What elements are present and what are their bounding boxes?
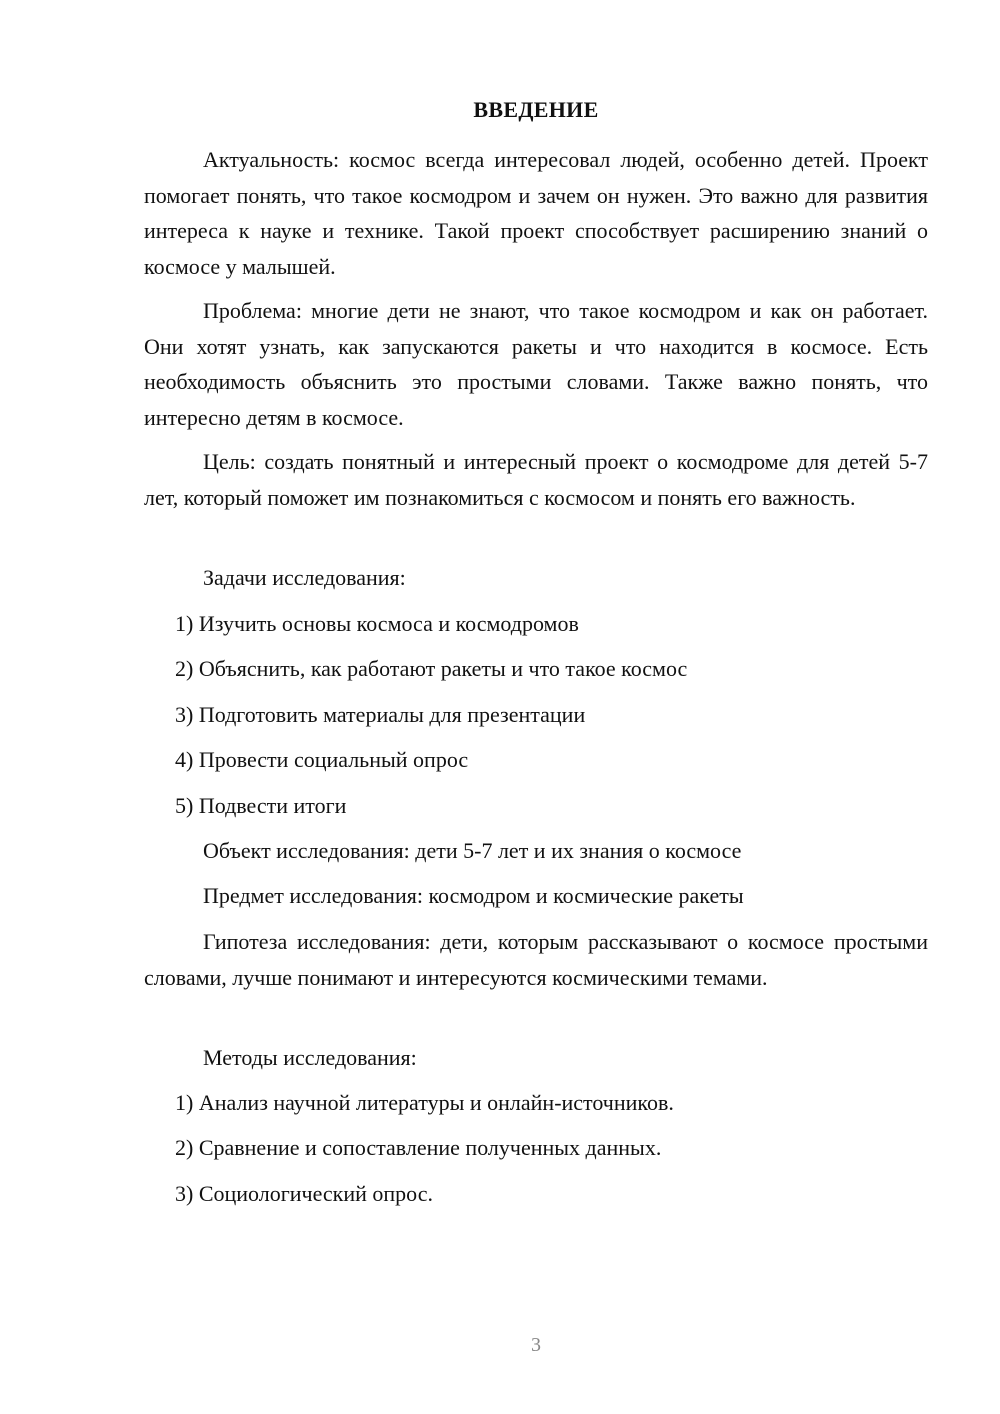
page-title: ВВЕДЕНИЕ — [473, 97, 599, 122]
task-item-4: 4) Провести социальный опрос — [175, 747, 469, 772]
page-number: 3 — [531, 1334, 541, 1356]
task-item-1: 1) Изучить основы космоса и космодромов — [175, 611, 579, 636]
subject-line: Предмет исследования: космодром и космические ракеты — [203, 883, 744, 908]
method-item-2: 2) Сравнение и сопоставление полученных данных. — [175, 1135, 662, 1160]
task-item-3: 3) Подготовить материалы для презентации — [175, 702, 586, 727]
goal-paragraph: Цель: создать понятный и интересный проект о космодроме для детей 5-7 лет, который поможет им познакомиться с космосом и понять его важность. — [144, 449, 928, 510]
hypothesis-paragraph: Гипотеза исследования: дети, которым рассказывают о космосе простыми словами, лучше понимают и интересуются космическими темами. — [144, 929, 928, 990]
task-item-2: 2) Объяснить, как работают ракеты и что такое космос — [175, 656, 688, 681]
problem-paragraph: Проблема: многие дети не знают, что такое космодром и как он работает. Они хотят узнать, как запускаются ракеты и что находится в космосе. Есть необходимость объяснить это простыми словами. Также важно понять, что интересно детям в космосе. — [144, 298, 928, 430]
tasks-heading: Задачи исследования: — [203, 565, 406, 590]
task-item-5: 5) Подвести итоги — [175, 793, 347, 818]
methods-heading: Методы исследования: — [203, 1045, 417, 1070]
method-item-3: 3) Социологический опрос. — [175, 1181, 433, 1206]
relevance-paragraph: Актуальность: космос всегда интересовал людей, особенно детей. Проект помогает понять, что такое космодром и зачем он нужен. Это важно для развития интереса к науке и технике. Такой проект способствует расширению знаний о космосе у малышей. — [144, 147, 928, 279]
object-line: Объект исследования: дети 5-7 лет и их знания о космосе — [203, 838, 742, 863]
method-item-1: 1) Анализ научной литературы и онлайн-источников. — [175, 1090, 674, 1115]
